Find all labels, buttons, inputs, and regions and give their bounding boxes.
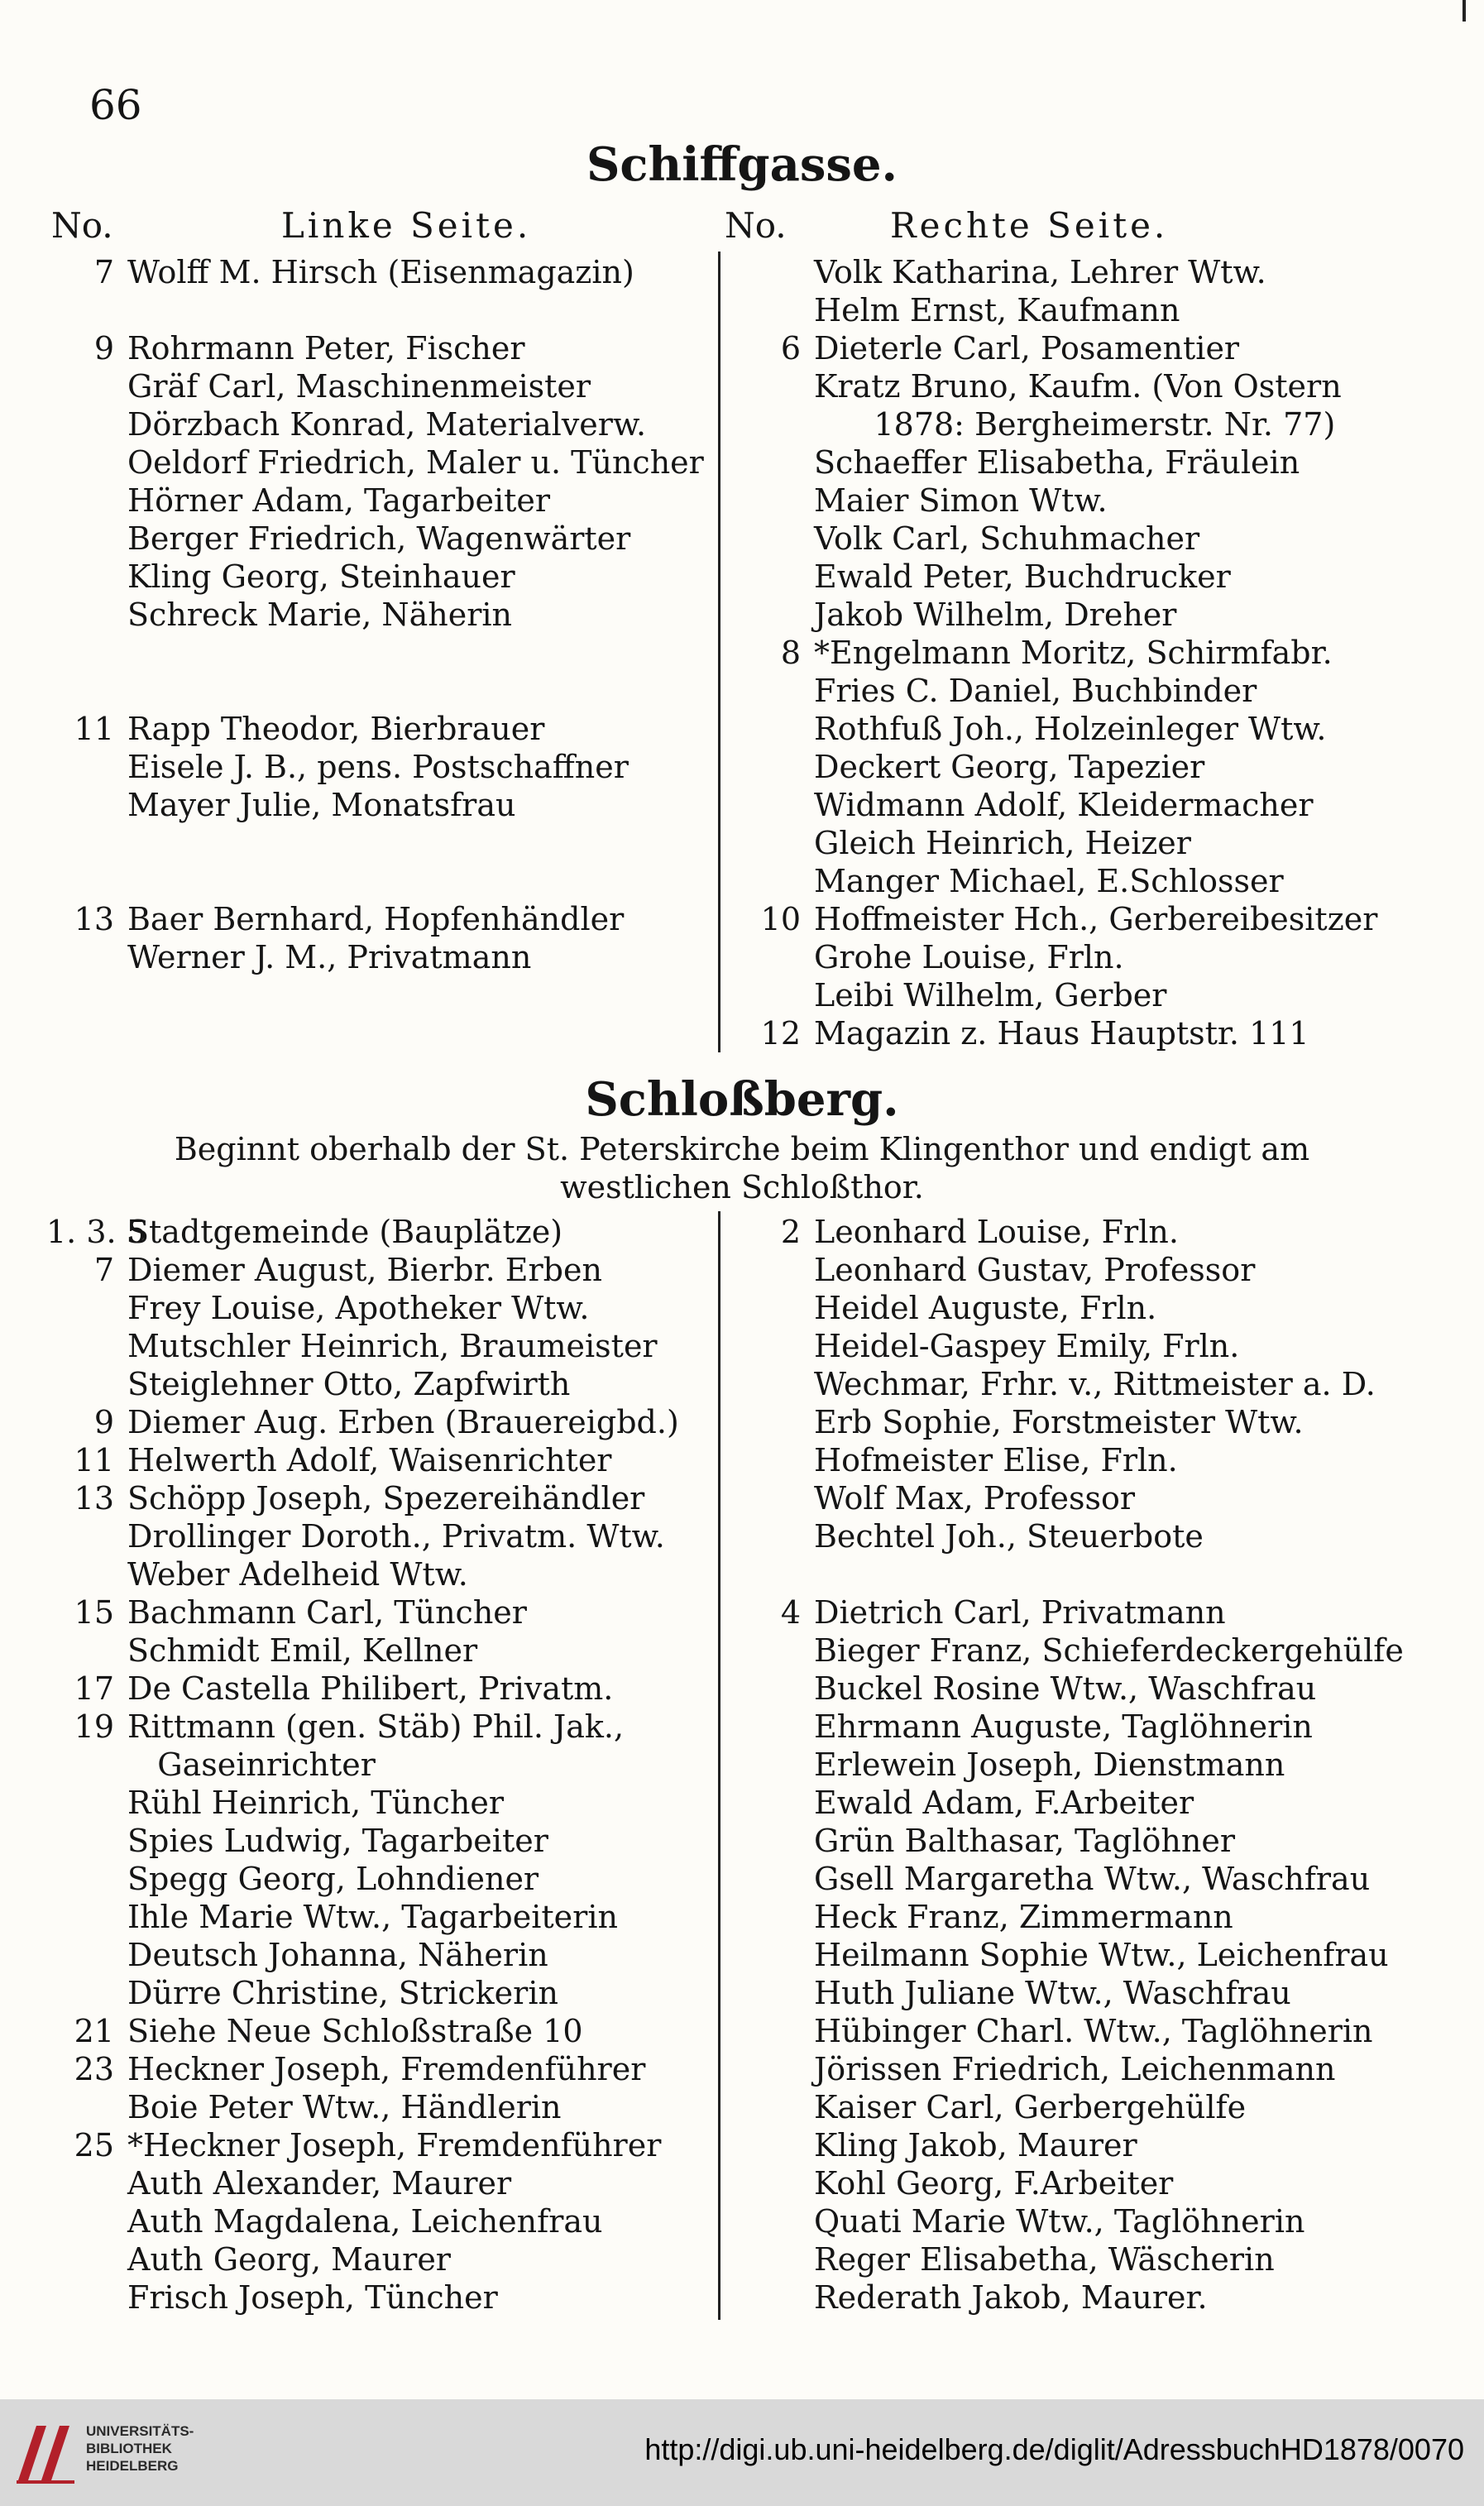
street-description-line2: westlichen Schloßthor. (560, 1169, 924, 1205)
resident-entry: Drollinger Doroth., Privatm. Wtw. (127, 1518, 665, 1555)
entry-row (46, 1632, 720, 1670)
resident-entry: Leonhard Louise, Frln. (814, 1214, 1179, 1250)
entry-row (733, 558, 1469, 596)
entry-row (733, 1936, 1469, 1974)
entry-row (46, 2012, 720, 2050)
entry-row (733, 900, 1469, 938)
entry-row (46, 2278, 720, 2317)
resident-entry: Kling Jakob, Maurer (814, 2127, 1137, 2163)
resident-entry: Kratz Bruno, Kaufm. (Von Ostern (814, 368, 1342, 405)
entry-row (733, 1593, 1469, 1632)
resident-entry: Oeldorf Friedrich, Maler u. Tüncher (127, 444, 704, 481)
entry-row (733, 976, 1469, 1014)
entry-row (46, 291, 720, 329)
schiffgasse-right-list (733, 253, 1469, 1052)
resident-entry: *Heckner Joseph, Fremdenführer (127, 2127, 662, 2163)
entry-row (733, 482, 1469, 520)
entry-row (733, 1860, 1469, 1898)
entry-row (733, 367, 1469, 405)
resident-entry: Auth Alexander, Maurer (127, 2165, 512, 2202)
entry-row (733, 1365, 1469, 1403)
resident-entry: Jakob Wilhelm, Dreher (814, 597, 1177, 633)
resident-entry: Werner J. M., Privatmann (127, 939, 532, 975)
resident-entry: Wolf Max, Professor (814, 1480, 1136, 1517)
resident-entry: Weber Adelheid Wtw. (127, 1556, 468, 1593)
entry-row (46, 1784, 720, 1822)
entry-row (733, 1441, 1469, 1479)
entry-row (733, 1898, 1469, 1936)
entry-row (46, 2202, 720, 2240)
resident-entry: Spegg Georg, Lohndiener (127, 1861, 539, 1897)
university-library-logo-icon (13, 2419, 79, 2485)
entry-row (46, 1327, 720, 1365)
resident-entry: Rühl Heinrich, Tüncher (127, 1785, 504, 1821)
resident-entry: *Engelmann Moritz, Schirmfabr. (814, 635, 1333, 671)
entry-row (733, 1784, 1469, 1822)
entry-row (46, 405, 720, 443)
entry-row (46, 862, 720, 900)
resident-entry: Dieterle Carl, Posamentier (814, 330, 1240, 367)
resident-entry: Erb Sophie, Forstmeister Wtw. (814, 1404, 1304, 1440)
resident-entry: Heilmann Sophie Wtw., Leichenfrau (814, 1937, 1389, 1973)
entry-row (46, 1365, 720, 1403)
entry-row (46, 1822, 720, 1860)
resident-entry: Helwerth Adolf, Waisenrichter (127, 1442, 612, 1478)
entry-row (733, 672, 1469, 710)
entry-row (46, 1746, 720, 1784)
house-number: 17 (74, 1670, 114, 1707)
resident-entry: Maier Simon Wtw. (814, 482, 1108, 519)
entry-row (46, 938, 720, 976)
resident-entry: De Castella Philibert, Privatm. (127, 1670, 614, 1707)
resident-entry: Rothfuß Joh., Holzeinleger Wtw. (814, 711, 1327, 747)
logo-text-line2: BIBLIOTHEK (86, 2441, 172, 2456)
resident-entry: Hofmeister Elise, Frln. (814, 1442, 1178, 1478)
column-header-right-side: Rechte Seite. (890, 205, 1169, 246)
entry-row (46, 482, 720, 520)
entry-row (733, 596, 1469, 634)
resident-entry: Rederath Jakob, Maurer. (814, 2279, 1208, 2316)
entry-row (733, 1517, 1469, 1555)
logo-text-line3: HEIDELBERG (86, 2458, 179, 2474)
resident-entry: Heidel-Gaspey Emily, Frln. (814, 1328, 1240, 1364)
entry-row (46, 2088, 720, 2126)
entry-row (733, 405, 1469, 443)
resident-entry: Quati Marie Wtw., Taglöhnerin (814, 2203, 1305, 2240)
schlossberg-left-list (46, 1213, 720, 2317)
entry-row (46, 1708, 720, 1746)
entry-row (46, 253, 720, 291)
resident-entry: Jörissen Friedrich, Leichenmann (814, 2051, 1336, 2087)
entry-row (733, 1708, 1469, 1746)
schlossberg-right-list (733, 1213, 1469, 2317)
entry-row (46, 1555, 720, 1593)
resident-entry: Deckert Georg, Tapezier (814, 749, 1205, 785)
entry-row (733, 2278, 1469, 2317)
resident-entry: Hoffmeister Hch., Gerbereibesitzer (814, 901, 1378, 937)
resident-entry: Frey Louise, Apotheker Wtw. (127, 1290, 590, 1326)
entry-row (46, 1517, 720, 1555)
entry-row (733, 1479, 1469, 1517)
logo-text-line1: UNIVERSITÄTS- (86, 2423, 194, 2439)
entry-row (733, 786, 1469, 824)
entry-row (46, 2240, 720, 2278)
resident-entry: Baer Bernhard, Hopfenhändler (127, 901, 625, 937)
house-number: 7 (93, 1252, 114, 1288)
entry-row (46, 1670, 720, 1708)
resident-entry: Grohe Louise, Frln. (814, 939, 1124, 975)
entry-row (733, 291, 1469, 329)
entry-row (46, 1403, 720, 1441)
entry-row (46, 2050, 720, 2088)
entry-row (46, 520, 720, 558)
entry-row (733, 1555, 1469, 1593)
entry-row (733, 1632, 1469, 1670)
resident-entry: 1878: Bergheimerstr. Nr. 77) (814, 406, 1336, 443)
entry-row (733, 520, 1469, 558)
resident-entry: Frisch Joseph, Tüncher (127, 2279, 498, 2316)
entry-row (733, 634, 1469, 672)
resident-entry: Rittmann (gen. Stäb) Phil. Jak., (127, 1708, 625, 1745)
resident-entry: Hörner Adam, Tagarbeiter (127, 482, 551, 519)
entry-row (46, 2126, 720, 2164)
entry-row (733, 710, 1469, 748)
street-description-line1: Beginnt oberhalb der St. Peterskirche beim Klingenthor und endigt am (174, 1131, 1310, 1167)
house-number: 10 (760, 901, 801, 937)
entry-row (733, 2164, 1469, 2202)
resident-entry: Mutschler Heinrich, Braumeister (127, 1328, 658, 1364)
resident-entry: Diemer Aug. Erben (Brauereigbd.) (127, 1404, 679, 1440)
house-number: 2 (780, 1214, 801, 1250)
entry-row (46, 1289, 720, 1327)
house-number: 21 (74, 2013, 114, 2049)
resident-entry: Schreck Marie, Näherin (127, 597, 513, 633)
entry-row (46, 443, 720, 482)
resident-entry: Mayer Julie, Monatsfrau (127, 787, 516, 823)
entry-row (733, 2240, 1469, 2278)
entry-row (46, 710, 720, 748)
entry-row (733, 1974, 1469, 2012)
resident-entry: Buckel Rosine Wtw., Waschfrau (814, 1670, 1317, 1707)
house-number: 25 (74, 2127, 114, 2163)
entry-row (46, 786, 720, 824)
resident-entry: Volk Carl, Schuhmacher (814, 520, 1200, 557)
source-url-link[interactable]: http://digi.ub.uni-heidelberg.de/diglit/AdressbuchHD1878/0070 (644, 2432, 1464, 2466)
resident-entry: Dürre Christine, Strickerin (127, 1975, 558, 2011)
section-title-schiffgasse: Schiffgasse. (586, 137, 898, 192)
resident-entry: Leibi Wilhelm, Gerber (814, 977, 1167, 1013)
entry-row (733, 1327, 1469, 1365)
house-number: 7 (93, 254, 114, 290)
house-number: 11 (74, 711, 114, 747)
entry-row (733, 2126, 1469, 2164)
entry-row (733, 1403, 1469, 1441)
resident-entry: Ehrmann Auguste, Taglöhnerin (814, 1708, 1313, 1745)
resident-entry: Heck Franz, Zimmermann (814, 1899, 1233, 1935)
column-header-no-right: No. (725, 205, 787, 246)
resident-entry: Heidel Auguste, Frln. (814, 1290, 1157, 1326)
entry-row (46, 1251, 720, 1289)
entry-row (46, 558, 720, 596)
resident-entry: Heckner Joseph, Fremdenführer (127, 2051, 646, 2087)
entry-row (46, 1441, 720, 1479)
resident-entry: Schöpp Joseph, Spezereihändler (127, 1480, 645, 1517)
entry-row (733, 824, 1469, 862)
resident-entry: Dietrich Carl, Privatmann (814, 1594, 1226, 1631)
entry-row (46, 1860, 720, 1898)
entry-row (46, 900, 720, 938)
footer-bar (0, 2399, 1484, 2506)
resident-entry: Ewald Adam, F.Arbeiter (814, 1785, 1194, 1821)
house-number: 1. 3. 5 (46, 1214, 146, 1250)
entry-row (733, 1670, 1469, 1708)
resident-entry: Huth Juliane Wtw., Waschfrau (814, 1975, 1291, 2011)
resident-entry: Auth Magdalena, Leichenfrau (127, 2203, 603, 2240)
house-number: 6 (780, 330, 801, 367)
house-number: 12 (760, 1015, 801, 1052)
entry-row (733, 1251, 1469, 1289)
resident-entry: Hübinger Charl. Wtw., Taglöhnerin (814, 2013, 1373, 2049)
house-number: 9 (93, 330, 114, 367)
resident-entry: Stadtgemeinde (Bauplätze) (127, 1214, 563, 1250)
entry-row (46, 329, 720, 367)
entry-row (733, 748, 1469, 786)
resident-entry: Kaiser Carl, Gerbergehülfe (814, 2089, 1247, 2125)
resident-entry: Dörzbach Konrad, Materialverw. (127, 406, 647, 443)
resident-entry: Ewald Peter, Buchdrucker (814, 558, 1231, 595)
page-number: 66 (89, 81, 142, 129)
entry-row (46, 824, 720, 862)
resident-entry: Bechtel Joh., Steuerbote (814, 1518, 1204, 1555)
entry-row (46, 634, 720, 672)
resident-entry: Helm Ernst, Kaufmann (814, 292, 1180, 328)
resident-entry: Berger Friedrich, Wagenwärter (127, 520, 631, 557)
entry-row (733, 2088, 1469, 2126)
house-number: 15 (74, 1594, 114, 1631)
resident-entry: Kling Georg, Steinhauer (127, 558, 515, 595)
resident-entry: Deutsch Johanna, Näherin (127, 1937, 548, 1973)
entry-row (733, 2050, 1469, 2088)
entry-row (733, 253, 1469, 291)
resident-entry: Leonhard Gustav, Professor (814, 1252, 1256, 1288)
resident-entry: Diemer August, Bierbr. Erben (127, 1252, 602, 1288)
resident-entry: Gaseinrichter (127, 1747, 376, 1783)
house-number: 9 (93, 1404, 114, 1440)
resident-entry: Reger Elisabetha, Wäscherin (814, 2241, 1275, 2278)
resident-entry: Widmann Adolf, Kleidermacher (814, 787, 1314, 823)
section-title-schlossberg: Schloßberg. (585, 1072, 899, 1127)
resident-entry: Eisele J. B., pens. Postschaffner (127, 749, 629, 785)
resident-entry: Wechmar, Frhr. v., Rittmeister a. D. (814, 1366, 1376, 1402)
house-number: 13 (74, 1480, 114, 1517)
schiffgasse-left-list (46, 253, 720, 976)
entry-row (46, 596, 720, 634)
entry-row (733, 862, 1469, 900)
entry-row (46, 748, 720, 786)
entry-row (733, 2012, 1469, 2050)
column-header-left-side: Linke Seite. (281, 205, 532, 246)
entry-row (733, 938, 1469, 976)
entry-row (46, 1213, 720, 1251)
resident-entry: Fries C. Daniel, Buchbinder (814, 673, 1257, 709)
resident-entry: Steiglehner Otto, Zapfwirth (127, 1366, 571, 1402)
entry-row (46, 2164, 720, 2202)
entry-row (46, 1479, 720, 1517)
resident-entry: Gräf Carl, Maschinenmeister (127, 368, 591, 405)
resident-entry: Wolff M. Hirsch (Eisenmagazin) (127, 254, 634, 290)
resident-entry: Rohrmann Peter, Fischer (127, 330, 525, 367)
resident-entry: Spies Ludwig, Tagarbeiter (127, 1823, 548, 1859)
entry-row (46, 1593, 720, 1632)
entry-row (46, 367, 720, 405)
resident-entry: Volk Katharina, Lehrer Wtw. (814, 254, 1266, 290)
house-number: 4 (780, 1594, 801, 1631)
entry-row (733, 1289, 1469, 1327)
resident-entry: Auth Georg, Maurer (127, 2241, 451, 2278)
entry-row (46, 672, 720, 710)
entry-row (733, 1014, 1469, 1052)
resident-entry: Siehe Neue Schloßstraße 10 (127, 2013, 583, 2049)
resident-entry: Gsell Margaretha Wtw., Waschfrau (814, 1861, 1371, 1897)
entry-row (46, 1974, 720, 2012)
entry-row (733, 1746, 1469, 1784)
resident-entry: Bachmann Carl, Tüncher (127, 1594, 527, 1631)
entry-row (46, 1936, 720, 1974)
entry-row (733, 1822, 1469, 1860)
resident-entry: Schaeffer Elisabetha, Fräulein (814, 444, 1300, 481)
entry-row (46, 1898, 720, 1936)
resident-entry: Kohl Georg, F.Arbeiter (814, 2165, 1174, 2202)
house-number: 23 (74, 2051, 114, 2087)
resident-entry: Grün Balthasar, Taglöhner (814, 1823, 1235, 1859)
house-number: 13 (74, 901, 114, 937)
resident-entry: Magazin z. Haus Hauptstr. 111 (814, 1015, 1309, 1052)
resident-entry: Manger Michael, E.Schlosser (814, 863, 1284, 899)
resident-entry: Ihle Marie Wtw., Tagarbeiterin (127, 1899, 618, 1935)
resident-entry: Rapp Theodor, Bierbrauer (127, 711, 545, 747)
entry-row (733, 1213, 1469, 1251)
resident-entry: Bieger Franz, Schieferdeckergehülfe (814, 1632, 1404, 1669)
house-number: 19 (74, 1708, 114, 1745)
house-number: 8 (780, 635, 801, 671)
resident-entry: Boie Peter Wtw., Händlerin (127, 2089, 562, 2125)
scan-edge-mark (1462, 0, 1466, 22)
entry-row (733, 443, 1469, 482)
entry-row (733, 329, 1469, 367)
resident-entry: Gleich Heinrich, Heizer (814, 825, 1191, 861)
column-header-no-left: No. (51, 205, 113, 246)
house-number: 11 (74, 1442, 114, 1478)
resident-entry: Erlewein Joseph, Dienstmann (814, 1747, 1285, 1783)
entry-row (733, 2202, 1469, 2240)
resident-entry: Schmidt Emil, Kellner (127, 1632, 478, 1669)
